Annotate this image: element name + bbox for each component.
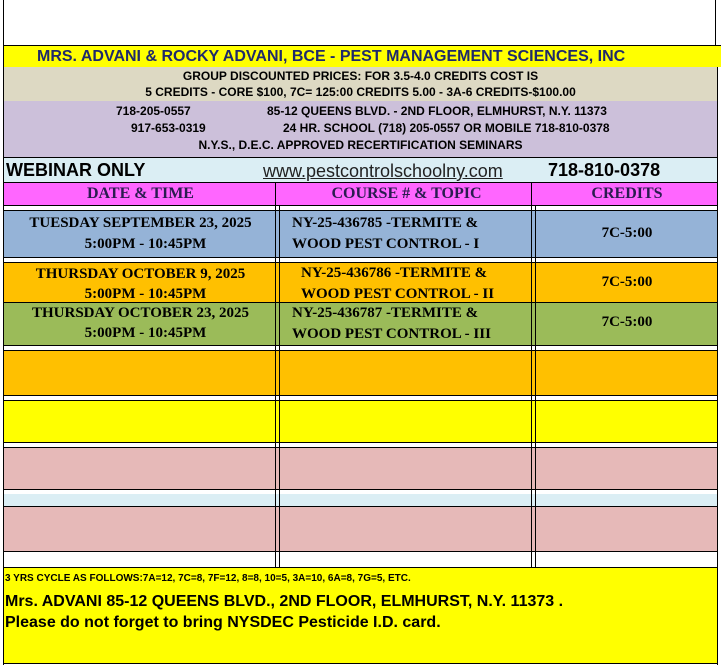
row-3-date: THURSDAY OCTOBER 23, 2025 (32, 305, 249, 321)
table-row (3, 400, 718, 443)
row-3-topic: WOOD PEST CONTROL - III (292, 326, 491, 342)
table-row (3, 494, 718, 506)
header-credits: CREDITS (591, 185, 663, 202)
outer-right-border (717, 67, 718, 665)
table-row (3, 506, 718, 552)
top-left-border (3, 0, 4, 45)
contact-phone-1: 718-205-0557 (116, 104, 191, 118)
row-1-course: NY-25-436785 -TERMITE & (292, 215, 479, 231)
table-row (3, 262, 718, 304)
row-2-credits: 7C-5:00 (601, 274, 653, 290)
contact-banner (3, 101, 718, 157)
outer-left-border (3, 45, 4, 665)
footer-address: Mrs. ADVANI 85-12 QUEENS BLVD., 2ND FLOOR, ELMHURST, N.Y. 11373 . (5, 593, 564, 610)
column-divider (531, 182, 532, 567)
contact-approved: N.Y.S., D.E.C. APPROVED RECERTIFICATION SEMINARS (198, 138, 523, 152)
column-divider (279, 206, 280, 567)
row-3-course: NY-25-436787 -TERMITE & (292, 305, 479, 321)
header-date-time: DATE & TIME (87, 185, 194, 202)
contact-school: 24 HR. SCHOOL (718) 205-0557 OR MOBILE 718-810-0378 (283, 121, 610, 135)
row-1-topic: WOOD PEST CONTROL - I (292, 236, 480, 252)
table-row (3, 302, 718, 346)
row-1-date: TUESDAY SEPTEMBER 23, 2025 (29, 215, 252, 231)
row-2-date: THURSDAY OCTOBER 9, 2025 (35, 266, 246, 282)
contact-address: 85-12 QUEENS BLVD. - 2ND FLOOR, ELMHURST, N.Y. 11373 (267, 104, 607, 118)
webinar-phone: 718-810-0378 (548, 160, 661, 180)
pricing-banner (3, 67, 718, 101)
footer-cycle: 3 YRS CYCLE AS FOLLOWS:7A=12, 7C=8, 7F=12, 8=8, 10=5, 3A=10, 6A=8, 7G=5, ETC. (5, 573, 411, 584)
top-right-border (715, 0, 716, 45)
header-banner (3, 45, 721, 67)
row-2-time: 5:00PM - 10:45PM (84, 286, 207, 302)
column-divider (535, 206, 536, 567)
column-divider (275, 182, 276, 567)
row-1-credits: 7C-5:00 (601, 225, 653, 241)
webinar-label: WEBINAR ONLY (6, 160, 146, 180)
row-2-topic: WOOD PEST CONTROL - II (301, 286, 495, 302)
table-row (3, 210, 718, 258)
header-course-topic: COURSE # & TOPIC (331, 185, 482, 202)
table-row (3, 350, 718, 396)
row-3-time: 5:00PM - 10:45PM (84, 325, 207, 341)
webinar-row (3, 157, 718, 182)
footer-reminder: Please do not forget to bring NYSDEC Pesticide I.D. card. (5, 614, 441, 631)
row-1-time: 5:00PM - 10:45PM (84, 236, 207, 252)
row-2-course: NY-25-436786 -TERMITE & (301, 265, 488, 281)
table-header-row (3, 182, 718, 206)
header-title: MRS. ADVANI & ROCKY ADVANI, BCE - PEST MANAGEMENT SCIENCES, INC (37, 48, 626, 65)
row-3-credits: 7C-5:00 (601, 314, 653, 330)
pricing-line-1: GROUP DISCOUNTED PRICES: FOR 3.5-4.0 CREDITS COST IS (182, 69, 539, 83)
table-row (3, 447, 718, 490)
footer-banner (3, 567, 718, 664)
pricing-line-2: 5 CREDITS - CORE $100, 7C= 125:00 CREDITS 5.00 - 3A-6 CREDITS-$100.00 (145, 85, 576, 99)
contact-phone-2: 917-653-0319 (131, 121, 206, 135)
webinar-url[interactable]: www.pestcontrolschoolny.com (263, 161, 503, 181)
